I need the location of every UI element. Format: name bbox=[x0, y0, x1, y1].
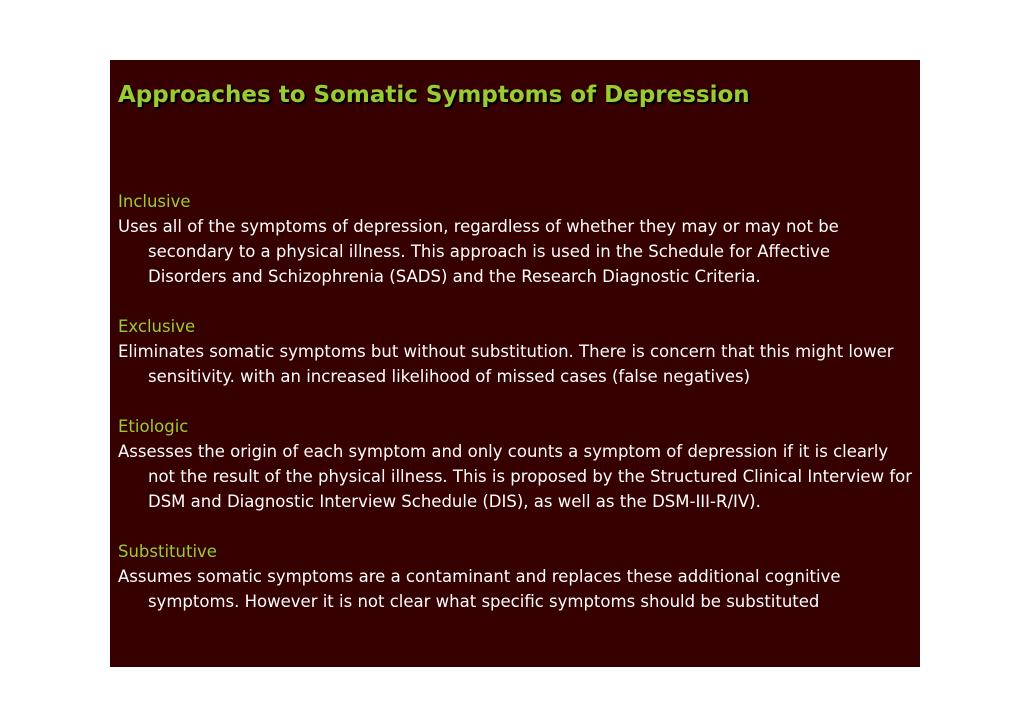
section-inclusive bbox=[118, 189, 913, 289]
section-exclusive bbox=[118, 314, 913, 389]
section-label-substitutive: Substitutive bbox=[118, 542, 217, 561]
section-text-etiologic: Assesses the origin of each symptom and only counts a symptom of depression if it is clearly not the result of the physical illness. This is proposed by the Structured Clinical Interview for DSM and Diagnostic Interview Schedule (DIS), as well as the DSM-III-R/IV). bbox=[118, 442, 913, 511]
section-label-etiologic: Etiologic bbox=[118, 417, 189, 436]
section-text-substitutive: Assumes somatic symptoms are a contaminant and replaces these additional cognitive symptoms. However it is not clear what specific symptoms should be substituted bbox=[118, 567, 841, 611]
slide-title: Approaches to Somatic Symptoms of Depression bbox=[118, 82, 750, 108]
section-text-exclusive: Eliminates somatic symptoms but without substitution. There is concern that this might lower sensitivity. with an increased likelihood of missed cases (false negatives) bbox=[118, 342, 894, 386]
section-label-inclusive: Inclusive bbox=[118, 192, 191, 211]
section-label-exclusive: Exclusive bbox=[118, 317, 196, 336]
section-etiologic bbox=[118, 414, 913, 514]
slide bbox=[110, 60, 920, 667]
slide-content bbox=[118, 189, 913, 639]
section-substitutive bbox=[118, 539, 913, 614]
section-text-inclusive: Uses all of the symptoms of depression, regardless of whether they may or may not be secondary to a physical illness. This approach is used in the Schedule for Affective Disorders and Schizophrenia (SADS) and the Research Diagnostic Criteria. bbox=[118, 217, 839, 286]
